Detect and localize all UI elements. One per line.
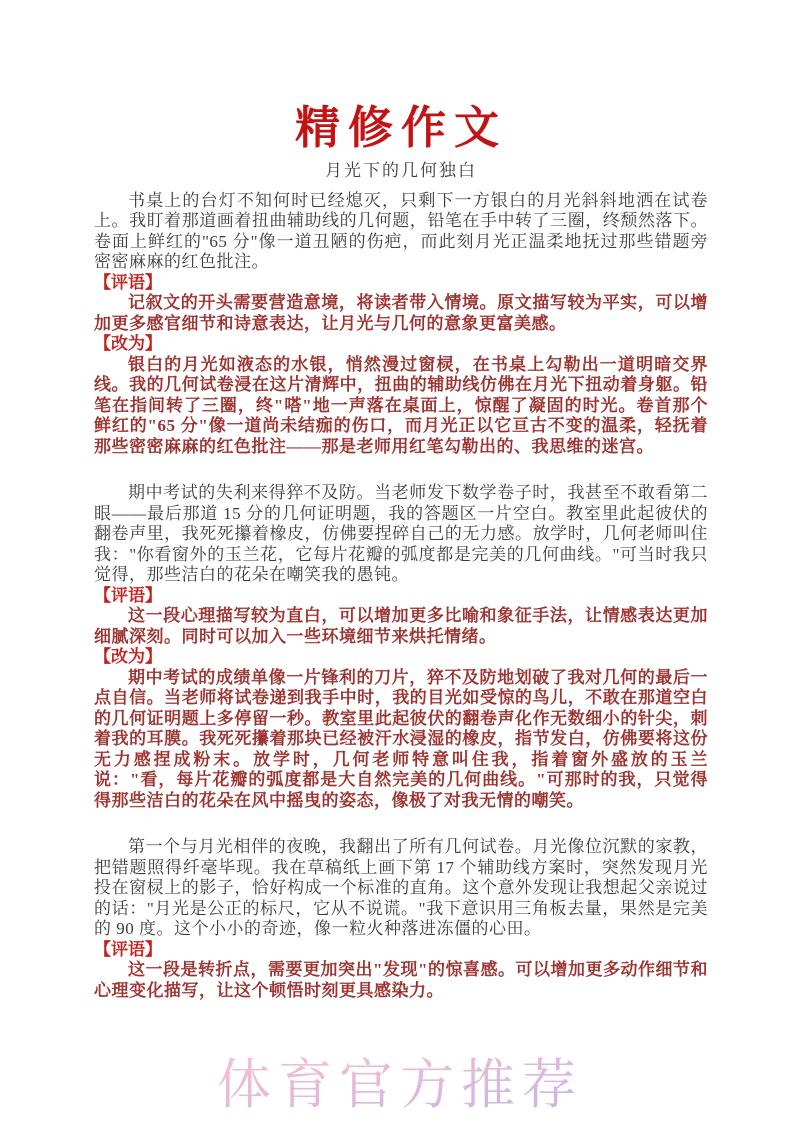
revise-label-2: 【改为】 — [94, 647, 162, 666]
revise-label-1: 【改为】 — [94, 334, 162, 353]
revision-text-2: 期中考试的成绩单像一片锋利的刀片，猝不及防地划破了我对几何的最后一点自信。当老师将试卷递到我手中时，我的目光如受惊的鸟儿，不敢在那道空白的几何证明题上多停留一秒。教室里此起彼伏的翻卷声化作无数细小的针尖，刺着我的耳膜。我死死攥着那块已经被汗水浸湿的橡皮，指节发白，仿佛要将这份无力感捏成粉末。放学时，几何老师特意叫住我，指着窗外盛放的玉兰说："看，每片花瓣的弧度都是大自然完美的几何曲线。"可那时的我，只觉得得那些洁白的花朵在风中摇曳的姿态，像极了对我无情的嘲笑。 — [94, 667, 708, 810]
essay-title: 月光下的几何独白 — [325, 161, 477, 180]
comment-label-1: 【评语】 — [94, 272, 162, 292]
watermark-text: 体育官方推荐 — [0, 1056, 800, 1115]
comment-text-2: 这一段心理描写较为直白，可以增加更多比喻和象征手法，让情感表达更加细腻深刻。同时可以加入一些环境细节来烘托情绪。 — [94, 606, 708, 646]
comment-text-3: 这一段是转折点，需要更加突出"发现"的惊喜感。可以增加更多动作细节和心理变化描写，让这个顿悟时刻更具感染力。 — [94, 960, 708, 1000]
original-paragraph-1: 书桌上的台灯不知何时已经熄灭，只剩下一方银白的月光斜斜地洒在试卷上。我盯着那道画着扭曲辅助线的几何题，铅笔在手中转了三圈，终颓然落下。卷面上鲜红的"65 分"像一道丑陋的伤疤，而此刻月光正温柔地抚过那些错题旁密密麻麻的红色批注。 — [94, 190, 708, 271]
revision-text-1: 银白的月光如液态的水银，悄然漫过窗棂，在书桌上勾勒出一道明暗交界线。我的几何试卷浸在这片清辉中，扭曲的辅助线仿佛在月光下扭动着身躯。铅笔在指间转了三圈，终"嗒"地一声落在桌面上，惊醒了凝固的时光。卷首那个鲜红的"65 分"像一道尚未结痂的伤口，而月光正以它亘古不变的温柔，轻抚着那些密密麻麻的红色批注——那是老师用红笔勾勒出的、我思维的迷宫。 — [94, 354, 708, 456]
comment-text-1: 记叙文的开头需要营造意境，将读者带入情境。原文描写较为平实，可以增加更多感官细节和诗意表达，让月光与几何的意象更富美感。 — [94, 293, 708, 333]
comment-label-2: 【评语】 — [94, 585, 162, 605]
comment-label-3: 【评语】 — [94, 939, 162, 959]
original-paragraph-2: 期中考试的失利来得猝不及防。当老师发下数学卷子时，我甚至不敢看第二眼——最后那道 15 分的几何证明题，我的答题区一片空白。教室里此起彼伏的翻卷声里，我死死攥着橡皮，仿佛要捏碎自己的无力感。放学时，几何老师叫住我："你看窗外的玉兰花，它每片花瓣的弧度都是完美的几何曲线。"可当时我只觉得，那些洁白的花朵在嘲笑我的愚钝。 — [94, 483, 708, 584]
page-title: 精修作文 — [294, 103, 507, 153]
original-paragraph-3: 第一个与月光相伴的夜晚，我翻出了所有几何试卷。月光像位沉默的家教，把错题照得纤毫毕现。我在草稿纸上画下第 17 个辅助线方案时，突然发现月光投在窗棂上的影子，恰好构成一个标准的直角。这个意外发现让我想起父亲说过的话："月光是公正的标尺，它从不说谎。"我下意识用三角板去量，果然是完美的 90 度。这个小小的奇迹，像一粒火种落进冻僵的心田。 — [94, 837, 708, 938]
